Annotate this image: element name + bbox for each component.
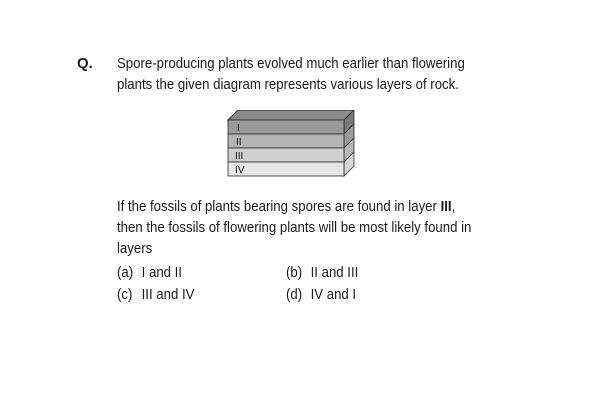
option-b-key: (b)	[285, 264, 303, 281]
option-d[interactable]	[286, 284, 356, 306]
diagram-top-face	[228, 110, 354, 120]
followup-line-1-text: If the fossils of plants bearing spores are found in layer	[117, 198, 441, 215]
layer-label-3: III	[235, 151, 244, 162]
option-b-text: II and III	[310, 264, 359, 281]
followup-line-1	[117, 196, 471, 217]
option-c-key: (c)	[117, 286, 133, 303]
question-stem	[117, 53, 469, 95]
rock-layers-diagram	[226, 110, 356, 185]
stem-line-2: plants the given diagram represents various layers of rock.	[117, 76, 459, 93]
options-row-1	[117, 262, 513, 284]
option-a-key: (a)	[117, 264, 134, 281]
stem-line-1: Spore-producing plants evolved much earlier than flowering	[117, 55, 465, 72]
option-d-text: IV and I	[310, 286, 357, 303]
layer-3-front	[228, 148, 344, 162]
option-d-key: (d)	[285, 286, 303, 303]
answer-options	[117, 262, 513, 306]
layer-4-front	[228, 162, 344, 176]
options-row-2	[117, 284, 513, 306]
highlight-layer: III	[440, 198, 452, 215]
option-c[interactable]	[117, 284, 194, 306]
layer-label-4: IV	[235, 165, 245, 176]
option-a-text: I and II	[141, 264, 183, 281]
highlight-suffix: ,	[451, 198, 456, 215]
option-b[interactable]	[286, 262, 358, 284]
question-number: Q.	[77, 55, 93, 72]
followup-line-2: then the fossils of flowering plants will be most likely found in	[117, 219, 472, 236]
layer-label-1: I	[237, 123, 240, 134]
layer-label-2: II	[236, 137, 242, 148]
option-c-text: III and IV	[141, 286, 195, 303]
option-a[interactable]	[117, 262, 182, 284]
followup-line-3: layers	[117, 240, 153, 257]
layer-1-front	[228, 120, 344, 134]
layer-2-front	[228, 134, 344, 148]
question-followup	[117, 196, 471, 259]
